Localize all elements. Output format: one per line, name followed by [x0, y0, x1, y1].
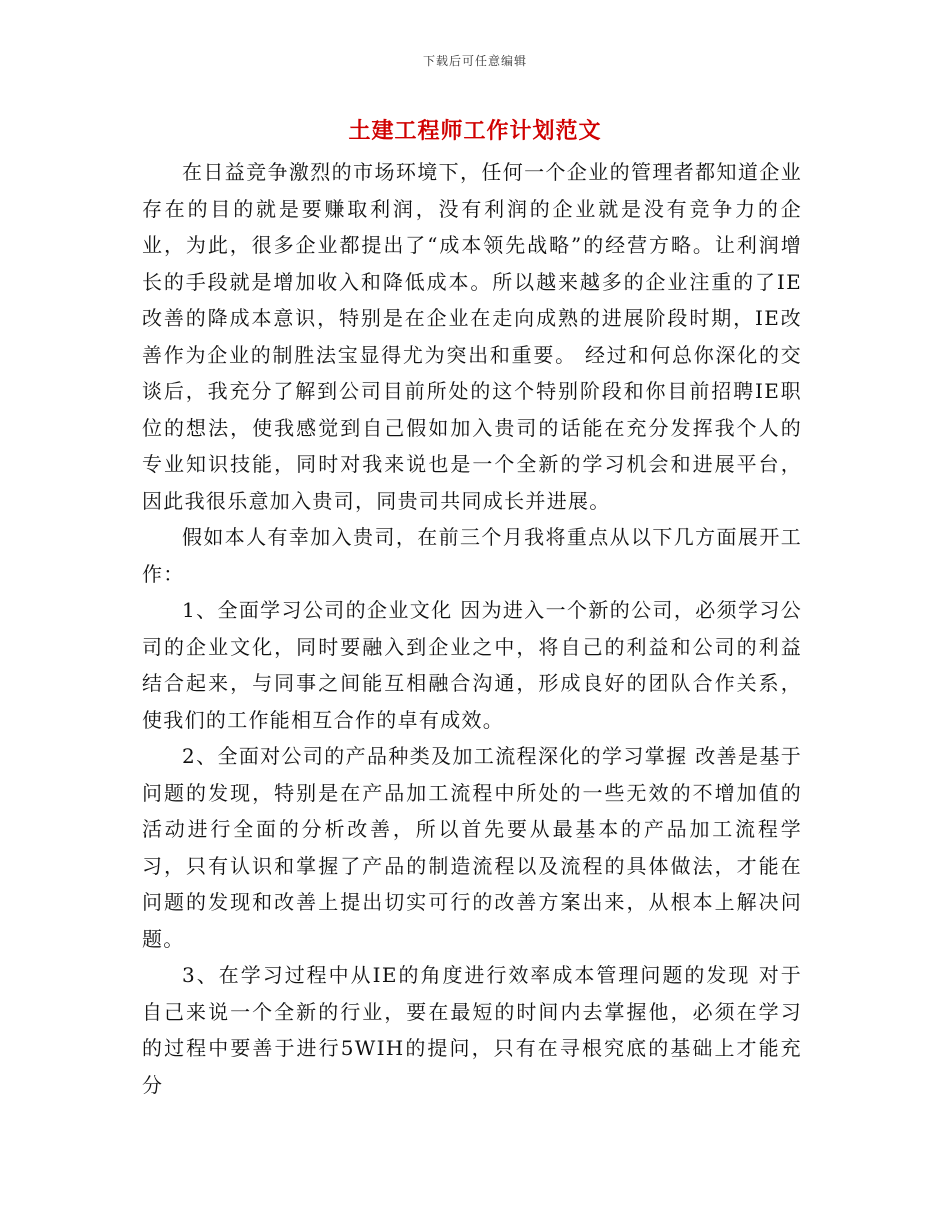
paragraph-intro: 在日益竞争激烈的市场环境下，任何一个企业的管理者都知道企业存在的目的就是要赚取利润，没有利润的企业就是没有竞争力的企业，为此，很多企业都提出了“成本领先战略”的经营方略。让利润增长的手段就是增加收入和降低成本。所以越来越多的企业注重的了IE改善的降成本意识，特别是在企业在走向成熟的进展阶段时期，IE改善作为企业的制胜法宝显得尤为突出和重要。 经过和何总你深化的交谈后，我充分了解到公司目前所处的这个特别阶段和你目前招聘IE职位的想法，使我感觉到自己假如加入贵司的话能在充分发挥我个人的专业知识技能，同时对我来说也是一个全新的学习机会和进展平台，因此我很乐意加入贵司，同贵司共同成长并进展。: [142, 160, 802, 513]
paragraph-item-3: 3、在学习过程中从IE的角度进行效率成本管理问题的发现 对于自己来说一个全新的行业，要在最短的时间内去掌握他，必须在学习的过程中要善于进行5WIH的提问，只有在寻根究底的基础上才能充分: [142, 963, 802, 1097]
document-title: 土建工程师工作计划范文: [348, 119, 602, 144]
paragraph-item-1: 1、全面学习公司的企业文化 因为进入一个新的公司，必须学习公司的企业文化，同时要融入到企业之中，将自己的利益和公司的利益结合起来，与同事之间能互相融合沟通，形成良好的团队合作关系，使我们的工作能相互合作的卓有成效。: [142, 598, 802, 732]
document-body: [142, 154, 802, 1103]
paragraph-plan-lead: 假如本人有幸加入贵司，在前三个月我将重点从以下几方面展开工作：: [142, 525, 802, 586]
paragraph-item-2: 2、全面对公司的产品种类及加工流程深化的学习掌握 改善是基于问题的发现，特别是在产品加工流程中所处的一些无效的不增加值的活动进行全面的分析改善，所以首先要从最基本的产品加工流程学习，只有认识和掌握了产品的制造流程以及流程的具体做法，才能在问题的发现和改善上提出切实可行的改善方案出来，从根本上解决问题。: [142, 744, 802, 951]
page-header-note: 下载后可任意编辑: [422, 54, 527, 68]
